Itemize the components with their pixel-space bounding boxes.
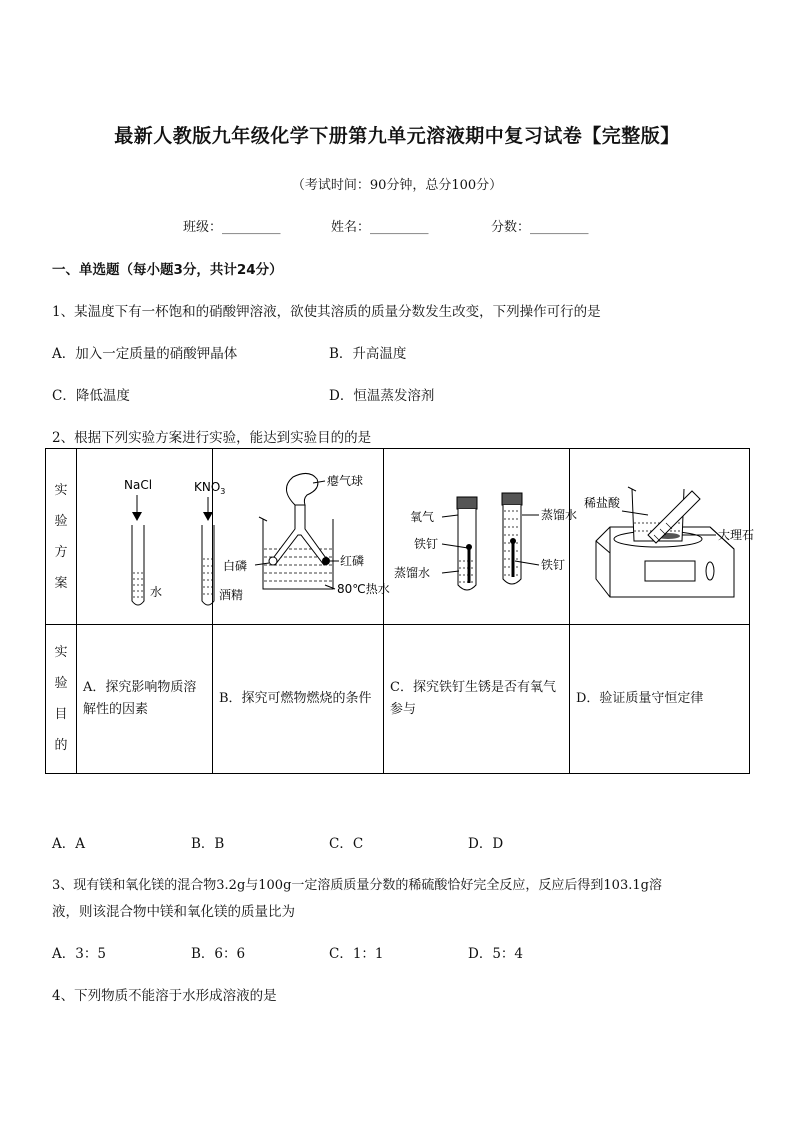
q2-option-a: A．A bbox=[52, 836, 85, 852]
balloon-label: 瘪气球 bbox=[327, 474, 364, 488]
goal-d: D．验证质量守恒定律 bbox=[570, 625, 750, 774]
class-field: 班级：_________ bbox=[183, 220, 281, 235]
nail-2-label: 铁钉 bbox=[541, 558, 566, 572]
red-phosphorus-label: 红磷 bbox=[340, 554, 365, 568]
q1-option-d: D．恒温蒸发溶剂 bbox=[329, 388, 435, 404]
q1-option-c: C．降低温度 bbox=[52, 388, 130, 404]
diagram-b bbox=[213, 449, 390, 620]
page-title: 最新人教版九年级化学下册第九单元溶液期中复习试卷【完整版】 bbox=[114, 125, 680, 147]
distilled-water-2-label: 蒸馏水 bbox=[541, 508, 578, 522]
question-4: 4、下列物质不能溶于水形成溶液的是 bbox=[52, 988, 277, 1004]
q1-option-a: A．加入一定质量的硝酸钾晶体 bbox=[52, 346, 238, 362]
marble-label: 大理石 bbox=[718, 528, 755, 542]
white-phosphorus-label: 白磷 bbox=[223, 559, 248, 573]
goal-b: B．探究可燃物燃烧的条件 bbox=[213, 625, 384, 774]
name-field: 姓名：_________ bbox=[331, 220, 429, 235]
question-1: 1、某温度下有一杯饱和的硝酸钾溶液，欲使其溶质的质量分数发生改变，下列操作可行的是 bbox=[52, 304, 601, 320]
diagram-c-cell bbox=[384, 449, 578, 625]
kno3-label: $KNO_3$ bbox=[194, 480, 226, 496]
oxygen-label: 氧气 bbox=[410, 510, 435, 524]
water-label: 水 bbox=[150, 585, 163, 599]
question-3-line-2: 液，则该混合物中镁和氧化镁的质量比为 bbox=[52, 904, 295, 920]
question-3-line-1: 3、现有镁和氧化镁的混合物3.2g与100g一定溶质质量分数的稀硫酸恰好完全反应，反应后得到103.1g溶 bbox=[52, 878, 662, 893]
q2-option-c: C．C bbox=[329, 836, 364, 852]
q3-option-c: C．1：1 bbox=[329, 946, 384, 962]
section-heading: 一、单选题（每小题3分，共计24分） bbox=[52, 262, 283, 278]
acid-label: 稀盐酸 bbox=[584, 496, 621, 510]
diagram-c bbox=[384, 449, 578, 620]
q3-option-b: B．6：6 bbox=[191, 946, 246, 962]
alcohol-label: 酒精 bbox=[219, 588, 244, 602]
row-label-plan: 实 验 方 案 bbox=[46, 449, 77, 625]
exam-subtitle: （考试时间：90分钟，总分100分） bbox=[291, 178, 503, 193]
experiment-table bbox=[45, 448, 755, 774]
question-2: 2、根据下列实验方案进行实验，能达到实验目的的是 bbox=[52, 430, 372, 446]
goal-a: A．探究影响物质溶解性的因素 bbox=[77, 625, 213, 774]
q3-option-d: D．5：4 bbox=[468, 946, 524, 962]
score-field: 分数：_________ bbox=[491, 220, 589, 235]
diagram-b-cell bbox=[213, 449, 390, 625]
diagram-d bbox=[570, 449, 755, 620]
q2-option-b: B．B bbox=[191, 836, 225, 852]
q3-option-a: A．3：5 bbox=[52, 946, 106, 962]
q2-option-d: D．D bbox=[468, 836, 504, 852]
q1-option-b: B．升高温度 bbox=[329, 346, 407, 362]
nacl-label: NaCl bbox=[124, 478, 153, 492]
goal-c: C．探究铁钉生锈是否有氧气参与 bbox=[384, 625, 570, 774]
hot-water-label: 80℃热水 bbox=[337, 582, 390, 596]
diagram-d-cell bbox=[570, 449, 755, 625]
nail-1-label: 铁钉 bbox=[414, 537, 439, 551]
distilled-water-1-label: 蒸馏水 bbox=[394, 566, 431, 580]
row-label-goal: 实 验 目 的 bbox=[46, 625, 77, 774]
